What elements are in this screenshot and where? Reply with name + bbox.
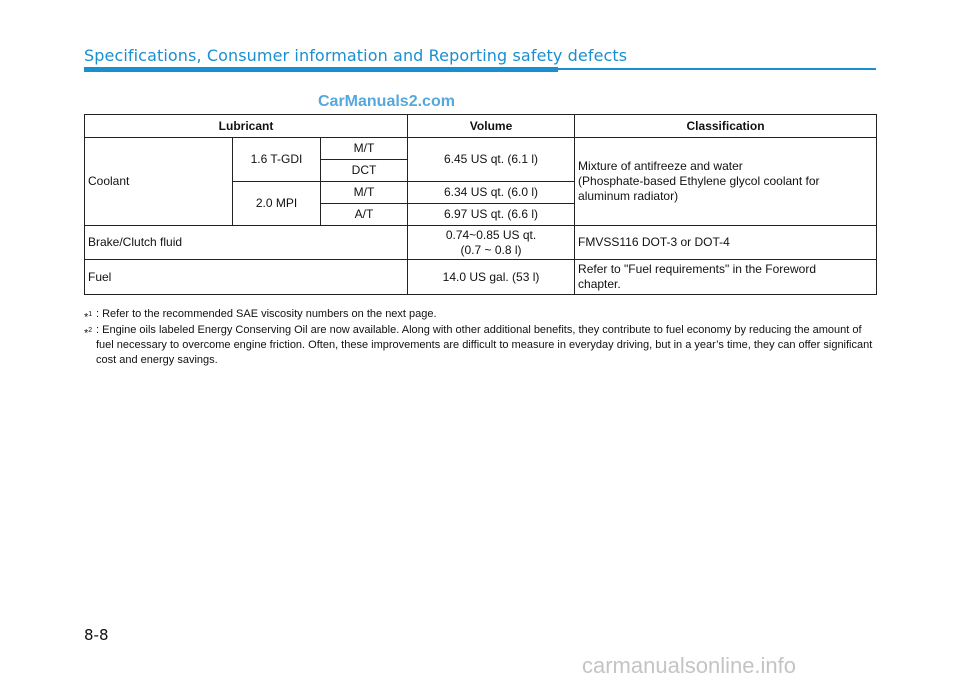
footnote-1-text: : Refer to the recommended SAE viscosity numbers on the next page. [96, 308, 437, 320]
footnote-1 [84, 307, 878, 322]
engine-2-0-mpi: 2.0 MPI [233, 182, 321, 226]
header-lubricant: Lubricant [85, 115, 408, 138]
fuel-class-line-2: chapter. [578, 277, 621, 291]
section-title-rule [558, 68, 876, 70]
table-header-row [85, 115, 877, 138]
trans-at: A/T [321, 204, 408, 226]
brake-volume-line-1: 0.74~0.85 US qt. [445, 227, 537, 242]
table-row [85, 138, 877, 160]
coolant-volume-2-0-at: 6.97 US qt. (6.6 l) [408, 204, 575, 226]
coolant-class-line-3: aluminum radiator) [578, 189, 679, 203]
trans-mt-1: M/T [321, 138, 408, 160]
footnote-2-marker: *$^2$ [84, 327, 93, 340]
fuel-volume: 14.0 US gal. (53 l) [408, 260, 575, 295]
trans-dct: DCT [321, 160, 408, 182]
lubricant-table [84, 114, 877, 295]
brake-volume [408, 226, 575, 260]
engine-1-6-tgdi: 1.6 T-GDI [233, 138, 321, 182]
section-title: Specifications, Consumer information and Reporting safety defects [84, 46, 628, 65]
coolant-classification [575, 138, 877, 226]
footnote-2-text: : Engine oils labeled Energy Conserving Oil are now available. Along with other additional benefits, they contribute to fuel economy by reducing the amount of fuel necessary to overcome engine friction. Often, these improvements are difficult to measure in everyday driving, but in a year’s time, they can offer significant cost and energy savings. [96, 324, 873, 366]
coolant-class-line-1: Mixture of antifreeze and water [578, 159, 743, 173]
fuel-label: Fuel [85, 260, 408, 295]
coolant-volume-2-0-mt: 6.34 US qt. (6.0 l) [408, 182, 575, 204]
coolant-volume-1-6: 6.45 US qt. (6.1 l) [408, 138, 575, 182]
watermark-top: CarManuals2.com [318, 93, 455, 110]
header-classification: Classification [575, 115, 877, 138]
page-number: 8-8 [84, 626, 109, 644]
fuel-classification [575, 260, 877, 295]
section-title-bar [84, 67, 558, 72]
header-volume: Volume [408, 115, 575, 138]
brake-classification: FMVSS116 DOT-3 or DOT-4 [575, 226, 877, 260]
coolant-class-line-2: (Phosphate-based Ethylene glycol coolant for [578, 174, 820, 188]
footnotes [84, 307, 878, 369]
watermark-bottom: carmanualsonline.info [582, 653, 797, 678]
coolant-label: Coolant [85, 138, 233, 226]
footnote-2 [84, 323, 878, 368]
table-row [85, 260, 877, 295]
footnote-1-marker: *$^1$ [84, 311, 93, 324]
brake-volume-line-2: (0.7 ~ 0.8 l) [460, 242, 522, 257]
brake-label: Brake/Clutch fluid [85, 226, 408, 260]
table-row [85, 226, 877, 260]
trans-mt-2: M/T [321, 182, 408, 204]
fuel-class-line-1: Refer to "Fuel requirements" in the Foreword [578, 262, 816, 276]
